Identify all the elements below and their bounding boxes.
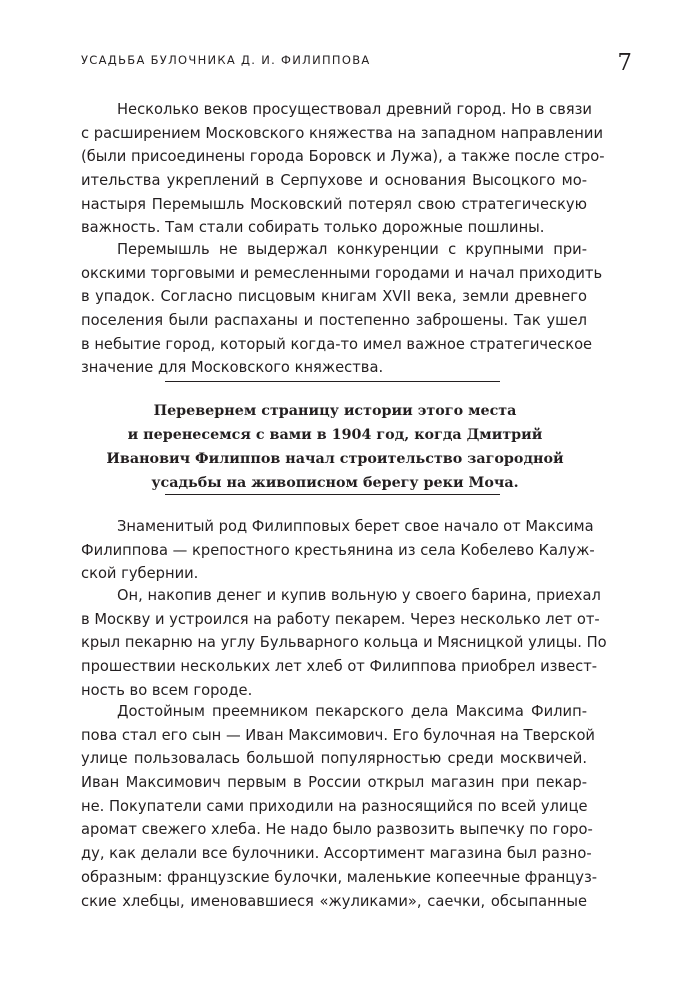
text-line: значение для Московского княжества.: [81, 359, 384, 377]
text-line: ду, как делали все булочники. Ассортимент магазина был разно-: [81, 845, 592, 863]
quote-line: и перенесемся с вами в 1904 год, когда Дмитрий: [127, 427, 543, 443]
text-line: Несколько веков просуществовал древний город. Но в связи: [117, 101, 592, 118]
quote-bottom-rule: [165, 494, 500, 495]
quote-line: Иванович Филиппов начал строительство загородной: [106, 451, 564, 467]
pull-quote: [100, 399, 570, 495]
paragraph: [81, 584, 607, 702]
paragraph: [81, 515, 595, 586]
text-line: Достойным преемником пекарского дела Максима Филип-: [117, 703, 587, 720]
text-line: (были присоединены города Боровск и Лужа), а также после стро-: [81, 148, 605, 166]
text-line: окскими торговыми и ремесленными городами и начал приходить: [81, 264, 603, 282]
text-line: образным: французские булочки, маленькие копеечные француз-: [81, 868, 598, 886]
text-line: ские хлебцы, именовавшиеся «жуликами», саечки, обсыпанные: [81, 892, 587, 910]
text-line: поселения были распаханы и постепенно заброшены. Так ушел: [81, 312, 587, 330]
paragraph: [81, 700, 598, 913]
text-line: Филиппова — крепостного крестьянина из села Кобелево Калуж-: [81, 541, 595, 559]
text-line: пова стал его сын — Иван Максимович. Его булочная на Тверской: [81, 726, 595, 744]
text-line: в небытие город, который когда-то имел важное стратегическое: [81, 335, 593, 353]
text-line: ительства укреплений в Серпухове и основания Высоцкого мо-: [81, 172, 587, 190]
text-line: аромат свежего хлеба. Не надо было развозить выпечку по горо-: [81, 821, 593, 839]
text-line: прошествии нескольких лет хлеб от Филиппова приобрел извест-: [81, 658, 598, 676]
text-line: важность. Там стали собирать только дорожные пошлины.: [81, 219, 545, 237]
text-line: ность во всем городе.: [81, 681, 253, 699]
text-line: Иван Максимович первым в России открыл магазин при пекар-: [81, 774, 587, 792]
text-line: ской губернии.: [81, 565, 199, 583]
text-line: улице пользовалась большой популярностью среди москвичей.: [81, 750, 587, 768]
text-line: с расширением Московского княжества на западном направлении: [81, 124, 603, 142]
text-line: крыл пекарню на углу Бульварного кольца и Мясницкой улицы. По: [81, 634, 607, 652]
paragraph: [81, 238, 603, 380]
text-line: в Москву и устроился на работу пекарем. Через несколько лет от-: [81, 610, 600, 628]
quote-top-rule: [165, 381, 500, 382]
text-line: Знаменитый род Филипповых берет свое начало от Максима: [117, 518, 594, 535]
quote-line: усадьбы на живописном берегу реки Моча.: [151, 475, 519, 491]
text-line: Он, накопив денег и купив вольную у своего барина, приехал: [117, 587, 601, 604]
text-line: Перемышль не выдержал конкуренции с крупными при-: [117, 241, 587, 258]
running-head: УСАДЬБА БУЛОЧНИКА Д. И. ФИЛИППОВА: [81, 53, 371, 67]
text-line: настыря Перемышль Московский потерял свою стратегическую: [81, 195, 587, 213]
page-number: 7: [617, 50, 632, 76]
paragraph: [81, 98, 605, 240]
text-line: в упадок. Согласно писцовым книгам XVII века, земли древнего: [81, 288, 587, 306]
quote-line: Перевернем страницу истории этого места: [153, 403, 517, 419]
text-line: не. Покупатели сами приходили на разносящийся по всей улице: [81, 797, 588, 815]
